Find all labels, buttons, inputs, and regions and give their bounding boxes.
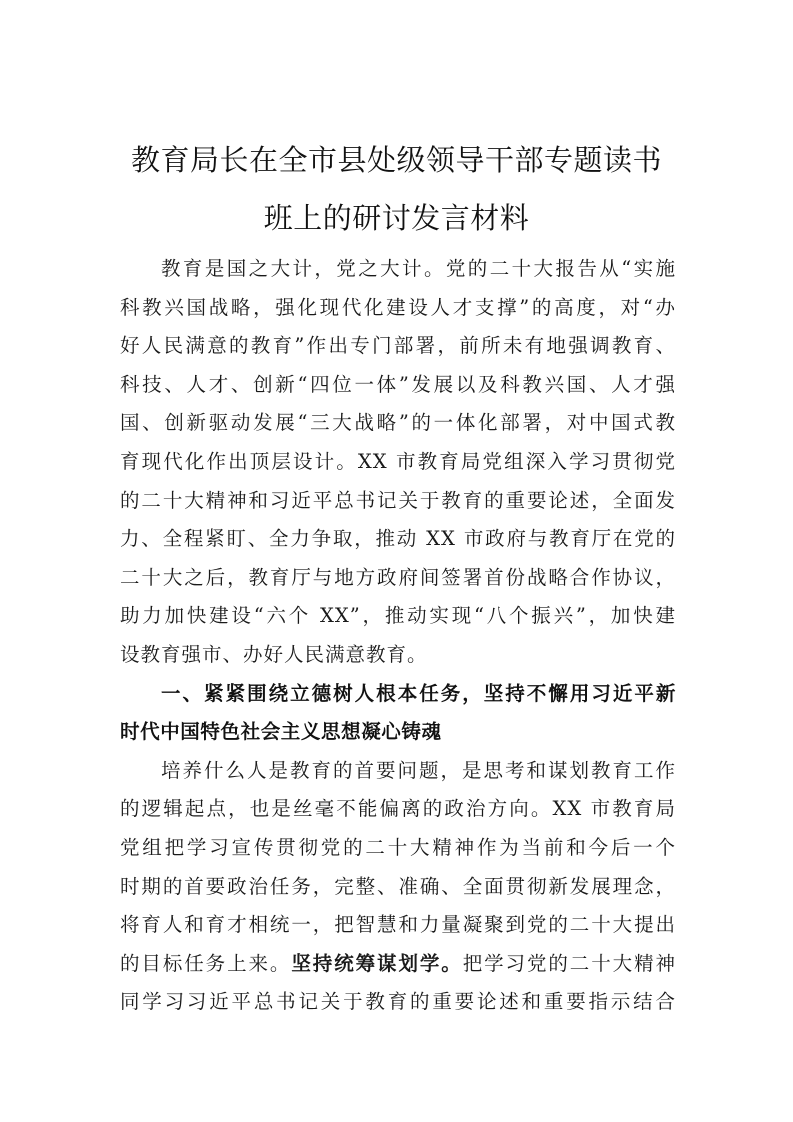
- paragraph-2-line: 党组把学习宣传贯彻党的二十大精神作为当前和今后一个: [120, 835, 676, 859]
- paragraph-2-line: 的逻辑起点，也是丝毫不能偏离的政治方向。XX 市教育局: [120, 797, 676, 821]
- paragraph-2-line: 培养什么人是教育的首要问题，是思考和谋划教育工作: [161, 758, 676, 782]
- paragraph-1-line: 教育是国之大计，党之大计。党的二十大报告从“实施: [161, 257, 676, 280]
- paragraph-1-line: 育现代化作出顶层设计。XX 市教育局党组深入学习贯彻党: [120, 449, 676, 473]
- paragraph-2-line: 将育人和育才相统一，把智慧和力量凝聚到党的二十大提出: [120, 913, 676, 937]
- document-title-line-2: 班上的研讨发言材料: [263, 201, 530, 235]
- paragraph-1-line: 设教育强市、办好人民满意教育。: [120, 642, 428, 666]
- section-heading-1-line-2: 时代中国特色社会主义思想凝心铸魂: [120, 720, 442, 744]
- paragraph-1-line: 的二十大精神和习近平总书记关于教育的重要论述，全面发: [120, 488, 676, 512]
- paragraph-2-text: 的目标任务上来。: [120, 951, 292, 975]
- paragraph-1-line: 国、创新驱动发展“三大战略”的一体化部署，对中国式教: [120, 411, 676, 435]
- paragraph-1-line: 二十大之后，教育厅与地方政府间签署首份战略合作协议，: [120, 565, 676, 589]
- paragraph-1-line: 好人民满意的教育”作出专门部署，前所未有地强调教育、: [120, 334, 676, 358]
- paragraph-1-line: 科教兴国战略，强化现代化建设人才支撑”的高度，对“办: [120, 295, 676, 319]
- bold-lead-phrase: 坚持统筹谋划学。: [291, 951, 463, 975]
- document-title-line-1: 教育局长在全市县处级领导干部专题读书: [130, 143, 662, 177]
- section-heading-1-line-1: 一、紧紧围绕立德树人根本任务，坚持不懈用习近平新: [161, 681, 676, 705]
- paragraph-2-text: 把学习党的二十大精神: [462, 951, 676, 975]
- paragraph-2-line: 时期的首要政治任务，完整、准确、全面贯彻新发展理念，: [120, 874, 676, 898]
- paragraph-1-line: 助力加快建设“六个 XX”，推动实现“八个振兴”，加快建: [120, 604, 676, 628]
- paragraph-1-line: 科技、人才、创新“四位一体”发展以及科教兴国、人才强: [120, 372, 676, 396]
- paragraph-2-line-mixed: [120, 945, 676, 984]
- paragraph-2-line: 同学习习近平总书记关于教育的重要论述和重要指示结合: [120, 990, 676, 1014]
- document-body: [120, 250, 676, 1022]
- paragraph-1-line: 力、全程紧盯、全力争取，推动 XX 市政府与教育厅在党的: [120, 527, 676, 551]
